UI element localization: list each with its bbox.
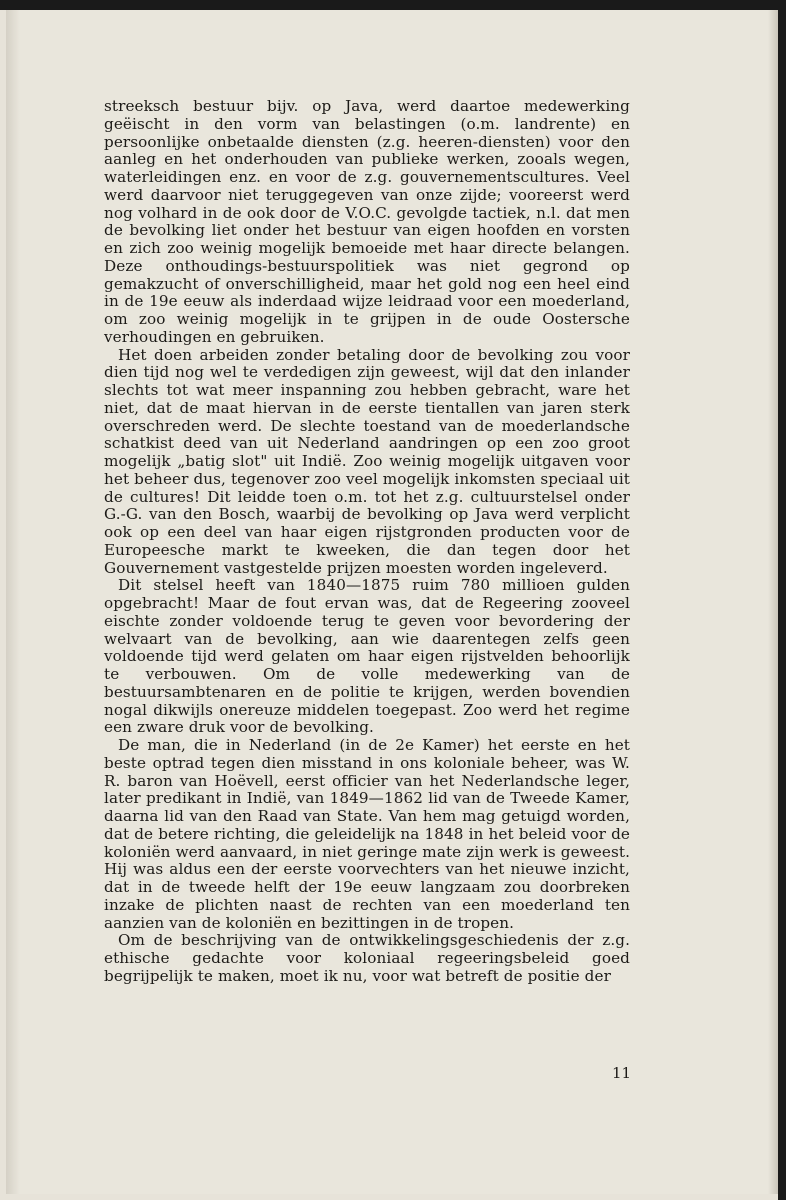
paragraph-2: Het doen arbeiden zonder betaling door de bevolking zou voor dien tijd nog wel te verdedigen zijn geweest, wijl dat den inlander slechts tot wat meer inspanning zou hebben gebracht, ware het niet, dat de maat hiervan in de eerste tientallen van jaren sterk overschreden werd. De slechte toestand van de moederlandsche schatkist deed van uit Nederland aandringen op een zoo groot mogelijk „batig slot" uit Indië. Zoo weinig mogelijk uitgaven voor het beheer dus, tegenover zoo veel mogelijk inkomsten speciaal uit de cultures! Dit leidde toen o.m. tot het z.g. cultuurstelsel onder G.-G. van den Bosch, waarbij de bevolking op Java werd verplicht ook op een deel van haar eigen rijstgronden producten voor de Europeesche markt te kweeken, die dan tegen door het Gouvernement vastgestelde prijzen moesten worden ingeleverd. [104,345,630,577]
page-edge-shadow [768,10,778,1194]
page-number: 11 [612,1064,632,1082]
paragraph-4: De man, die in Nederland (in de 2e Kamer) het eerste en het beste optrad tegen dien misstand in ons koloniale beheer, was W. R. baron van Hoëvell, eerst officier van het Nederlandsche leger, later predikant in Indië, van 1849—1862 lid van de Tweede Kamer, daarna lid van den Raad van State. Van hem mag getuigd worden, dat de betere richting, die geleidelijk na 1848 in het beleid voor de koloniën werd aanvaard, in niet geringe mate zijn werk is geweest. Hij was aldus een der eerste voorvechters van het nieuwe inzicht, dat in de tweede helft der 19e eeuw langzaam zou doorbreken inzake de plichten naast de rechten van een moederland ten aanzien van de koloniën en bezittingen in de tropen. [104,736,630,932]
paragraph-3: Dit stelsel heeft van 1840—1875 ruim 780 millioen gulden opgebracht! Maar de fout ervan was, dat de Regeering zooveel eischte zonder voldoende terug te geven voor bevordering der welvaart van de bevolking, aan wie daarentegen zelfs geen voldoende tijd werd gelaten om haar eigen rijstvelden behoorlijk te verbouwen. Om de volle medewerking van de bestuursambtenaren en de politie te krijgen, werden bovendien nogal dikwijls onereuze middelen toegepast. Zoo werd het regime een zware druk voor de bevolking. [104,576,630,737]
scan-right-border [778,0,786,1200]
paragraph-5: Om de beschrijving van de ontwikkelingsgeschiedenis der z.g. ethische gedachte voor koloniaal regeeringsbeleid goed begrijpelijk te maken, moet ik nu, voor wat betreft de positie der [104,931,630,985]
spine-shadow [6,10,20,1194]
body-text [104,98,630,986]
scan-top-border [0,0,786,10]
paragraph-1: streeksch bestuur bijv. op Java, werd daartoe medewerking geëischt in den vorm van belastingen (o.m. landrente) en persoonlijke onbetaalde diensten (z.g. heeren-diensten) voor den aanleg en het onderhouden van publieke werken, zooals wegen, waterleidingen enz. en voor de z.g. gouvernementscultures. Veel werd daarvoor niet teruggegeven van onze zijde; vooreerst werd nog volhard in de ook door de V.O.C. gevolgde tactiek, n.l. dat men de bevolking liet onder het bestuur van eigen hoofden en vorsten en zich zoo weinig mogelijk bemoeide met haar directe belangen. Deze onthoudings-bestuurspolitiek was niet gegrond op gemakzucht of onverschilligheid, maar het gold nog een heel eind in de 19e eeuw als inderdaad wijze leidraad voor een moederland, om zoo weinig mogelijk in te grijpen in de oude Oostersche verhoudingen en gebruiken. [104,97,630,346]
